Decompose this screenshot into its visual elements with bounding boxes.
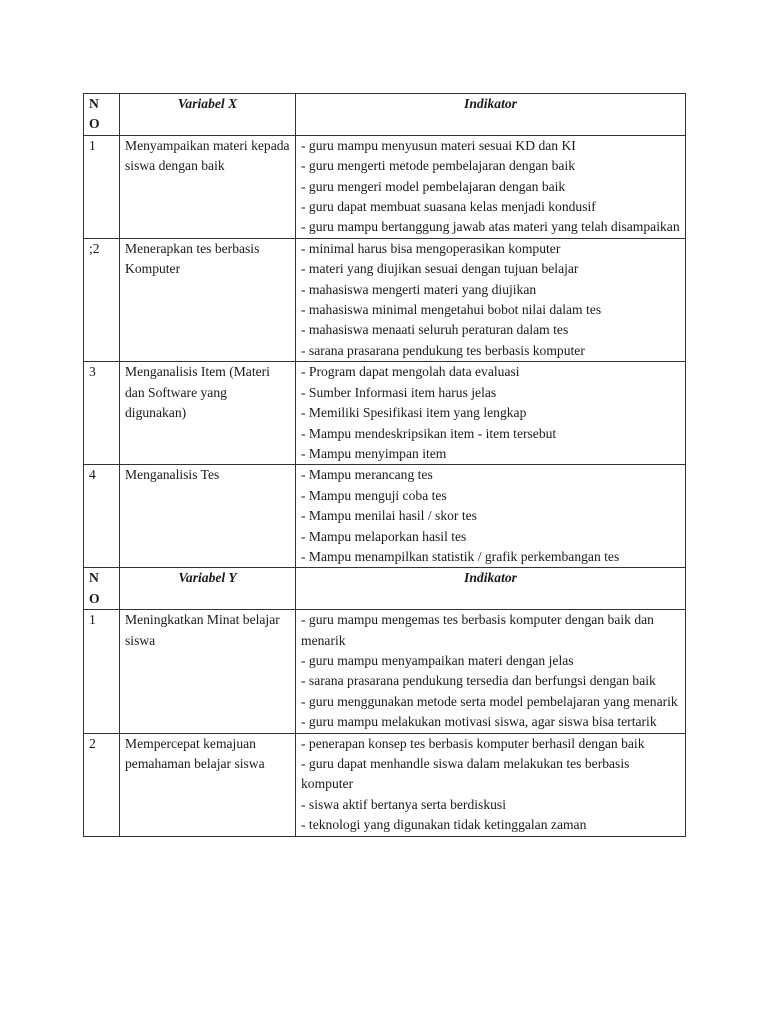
table-row	[84, 135, 686, 238]
indicator-item: - Mampu menampilkan statistik / grafik perkembangan tes	[301, 548, 620, 564]
indicator-item: - Mampu menguji coba tes	[301, 487, 447, 503]
indicator-item: - guru mengeri model pembelajaran dengan baik	[301, 178, 566, 194]
indicator-item: - guru dapat membuat suasana kelas menjadi kondusif	[301, 199, 596, 215]
indicator-item: - guru dapat menhandle siswa dalam melakukan tes berbasis komputer	[301, 756, 630, 792]
indicator-item: - guru mampu melakukan motivasi siswa, agar siswa bisa tertarik	[301, 714, 657, 730]
header-no-cell	[84, 94, 120, 136]
indicator-cell	[296, 465, 686, 568]
indicator-item: - guru mampu mengemas tes berbasis komputer dengan baik dan menarik	[301, 612, 654, 648]
table_y-header-row	[84, 568, 686, 610]
table-row	[84, 238, 686, 361]
row-number-cell: 1	[84, 135, 120, 238]
indicator-item: - Mampu melaporkan hasil tes	[301, 528, 467, 544]
row-number-cell: 1	[84, 610, 120, 733]
variable-cell: Menganalisis Tes	[120, 465, 296, 568]
header-indicator-text: Indikator	[464, 570, 517, 586]
table-row	[84, 733, 686, 836]
indicator-item: - sarana prasarana pendukung tes berbasis komputer	[301, 342, 585, 358]
indicator-item: - guru mampu bertanggung jawab atas materi yang telah disampaikan	[301, 219, 680, 235]
indicator-cell	[296, 362, 686, 465]
indicator-item: - guru mampu menyusun materi sesuai KD dan KI	[301, 137, 576, 153]
indicator-item: - minimal harus bisa mengoperasikan komputer	[301, 240, 561, 256]
indicator-cell	[296, 610, 686, 733]
indicator-item: - Mampu merancang tes	[301, 467, 433, 483]
row-number-cell: ;2	[84, 238, 120, 361]
header-no-text: N	[89, 570, 99, 586]
header-variable-text: Variabel Y	[178, 570, 237, 586]
header-no-text: O	[89, 590, 100, 606]
variable-cell: Menganalisis Item (Materi dan Software yang digunakan)	[120, 362, 296, 465]
table-row	[84, 465, 686, 568]
indicator-item: - mahasiswa menaati seluruh peraturan dalam tes	[301, 322, 569, 338]
indicator-item: - mahasiswa mengerti materi yang diujikan	[301, 281, 537, 297]
header-no-cell	[84, 568, 120, 610]
variable-cell: Menyampaikan materi kepada siswa dengan baik	[120, 135, 296, 238]
indicator-cell	[296, 238, 686, 361]
table-row	[84, 610, 686, 733]
header-variable-text: Variabel X	[177, 96, 238, 111]
indicator-cell	[296, 135, 686, 238]
variable-cell: Menerapkan tes berbasis Komputer	[120, 238, 296, 361]
indicator-item: - guru mengerti metode pembelajaran dengan baik	[301, 158, 576, 174]
variable-cell: Mempercepat kemajuan pemahaman belajar siswa	[120, 733, 296, 836]
indicator-item: - guru mampu menyampaikan materi dengan jelas	[301, 652, 574, 668]
indicator-item: - Mampu mendeskripsikan item - item tersebut	[301, 425, 557, 441]
row-number-cell: 4	[84, 465, 120, 568]
indicator-item: - Program dapat mengolah data evaluasi	[301, 364, 520, 380]
header-indicator-text: Indikator	[464, 96, 517, 111]
row-number-cell: 2	[84, 733, 120, 836]
indicator-item: - Mampu menyimpan item	[301, 445, 447, 461]
table_x-header-row	[84, 94, 686, 136]
header-no-text: N	[89, 96, 99, 111]
indicator-item: - sarana prasarana pendukung tersedia dan berfungsi dengan baik	[301, 673, 656, 689]
indicator-item: - Sumber Informasi item harus jelas	[301, 384, 497, 400]
indicator-item: - mahasiswa minimal mengetahui bobot nilai dalam tes	[301, 302, 602, 318]
indicator-item: - teknologi yang digunakan tidak ketinggalan zaman	[301, 817, 587, 833]
variable-indicator-table	[83, 93, 686, 837]
indicator-cell	[296, 733, 686, 836]
indicator-item: - materi yang diujikan sesuai dengan tujuan belajar	[301, 261, 579, 277]
indicator-item: - penerapan konsep tes berbasis komputer berhasil dengan baik	[301, 735, 645, 751]
indicator-item: - guru menggunakan metode serta model pembelajaran yang menarik	[301, 693, 678, 709]
indicator-item: - Mampu menilai hasil / skor tes	[301, 508, 477, 524]
table-body	[84, 94, 686, 837]
indicator-item: - Memiliki Spesifikasi item yang lengkap	[301, 405, 527, 421]
table-row	[84, 362, 686, 465]
header-no-text: O	[89, 116, 100, 132]
variable-cell: Meningkatkan Minat belajar siswa	[120, 610, 296, 733]
header-variable-cell	[120, 568, 296, 610]
header-indicator-cell	[296, 568, 686, 610]
header-variable-cell	[120, 94, 296, 136]
row-number-cell: 3	[84, 362, 120, 465]
indicator-item: - siswa aktif bertanya serta berdiskusi	[301, 796, 506, 812]
header-indicator-cell	[296, 94, 686, 136]
